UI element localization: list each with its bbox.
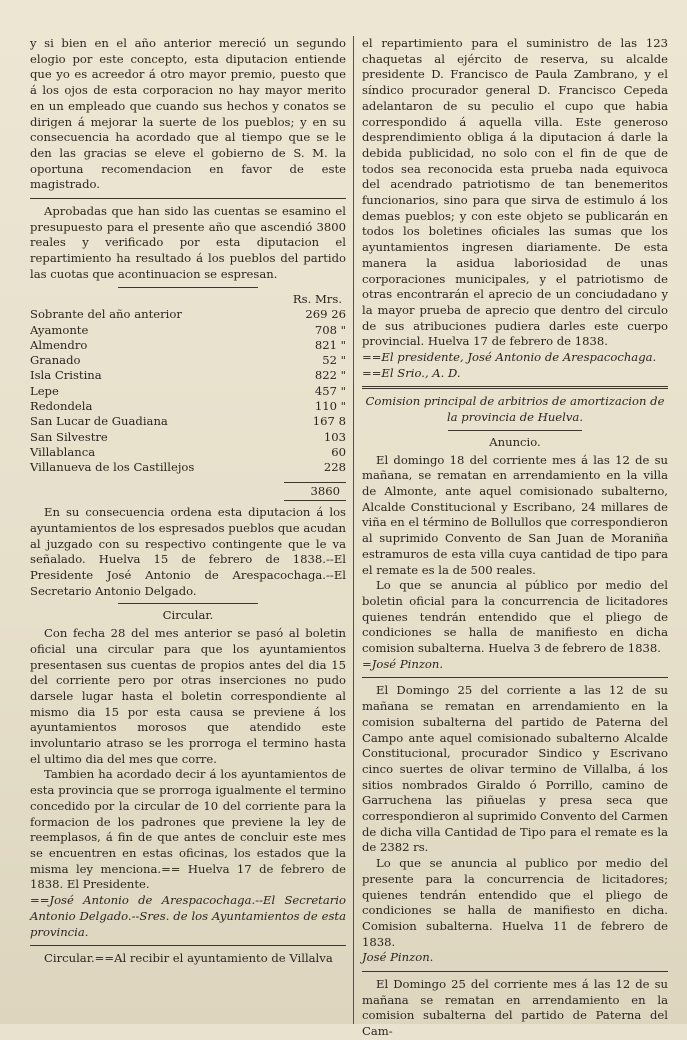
right-signature-1: ==El presidente, José Antonio de Arespacochaga.	[362, 350, 657, 365]
table-row-name: San Silvestre	[30, 429, 108, 444]
right-paragraph-1: el repartimiento para el suministro de las 123 chaquetas al ejército de reserva, su alcalde presidente D. Francisco de Paula Zambrano, y el síndico procurador general D. Francisco Cepeda adelantaron de su peculio el cupo que habia correspondido á aquella villa. Este generoso desprendimiento obliga á la diputacion á darle la debida publicidad, no solo con el fin de que de todos sea reconocida esta prueba nada equivoca del acendrado patriotismo de tan benemeritos funcionarios, sino para que sirva de estimulo á los demas pueblos; y con este objeto se publicarán en todos los boletines oficiales las sumas que los ayuntamientos ingresen diariamente. De esta manera la asidua laboriosidad de unas corporaciones municipales, y el patriotismo de otras encontrarán el aprecio de un conciudadano y la mayor prueba de aprecio que dentro del circulo de sus atribuciones pudiera darles este cuerpo provincial. Huelva 17 de febrero de 1838.	[362, 36, 668, 349]
table-row	[30, 307, 346, 322]
table-row-value: 228	[323, 460, 346, 475]
right-paragraph-5: Lo que se anuncia al publico por medio del presente para la concurrencia de licitadores; quienes tendrán entendido que el pliego de condiciones se halla de manifiesto en dicha. Comision subalterna. Huelva 11 de febrero de 1838.	[362, 856, 668, 949]
divider-short	[118, 287, 257, 288]
table-row-name: Redondela	[30, 399, 93, 414]
table-row-name: Ayamonte	[30, 322, 89, 337]
quota-table	[30, 307, 346, 475]
table-row	[30, 384, 346, 399]
table-header: Rs. Mrs.	[292, 291, 342, 306]
left-paragraph-5-signature: ==José Antonio de Arespacochaga.--El Secretario Antonio Delgado.--Sres. de los Ayuntamientos de esta provincia.	[30, 893, 346, 939]
right-signature-2: ==El Srio., A. D.	[362, 365, 461, 380]
circular-title: Circular.	[162, 608, 214, 623]
divider	[362, 971, 668, 972]
divider	[30, 945, 346, 946]
table-row-name: Sobrante del año anterior	[30, 307, 182, 322]
column-rule	[353, 36, 354, 1024]
table-row	[30, 368, 346, 383]
commission-heading: Comision principal de arbitrios de amortizacion de la provincia de Huelva.	[365, 394, 665, 425]
table-row-value: 822 "	[314, 368, 346, 383]
table-row	[30, 353, 346, 368]
table-row-value: 269 26	[305, 307, 346, 322]
right-paragraph-3-signature: =José Pinzon.	[362, 656, 444, 671]
table-total: 3860	[284, 482, 346, 502]
table-row-value: 52 "	[322, 353, 346, 368]
divider-short	[448, 430, 583, 431]
left-paragraph-4: Con fecha 28 del mes anterior se pasó al boletin oficial una circular para que los ayuntamientos presentasen sus cuentas de propios antes del dia 15 del corriente pero por otras inserciones no pudo darsele lugar hasta el boletin correspondiente al mismo dia 15 por esta causa se previene á los ayuntamientos morosos que atendido este involuntario atraso se les prorroga el termino hasta el ultimo dia del mes que corre.	[30, 626, 346, 766]
table-row-name: Isla Cristina	[30, 368, 102, 383]
table-row-value: 60	[331, 444, 346, 459]
left-paragraph-1: y si bien en el año anterior mereció un segundo elogio por este concepto, esta diputacion entiende que yo es acreedor á otro mayor premio, puesto que á los ojos de esta corporacion no hay mayor merito en un empleado que cuando sus hechos y conatos se dirigen á mejorar la suerte de los pueblos; y en su consecuencia ha acordado que al tiempo que se le den las gracias se eleve el gobierno de S. M. la oportuna recomendacion en favor de este magistrado.	[30, 36, 346, 192]
anuncio-title: Anuncio.	[489, 434, 541, 449]
divider-double	[362, 386, 668, 389]
table-row	[30, 445, 346, 460]
table-row-name: Villablanca	[30, 444, 96, 459]
right-column	[362, 36, 668, 1039]
table-row-value: 708 "	[314, 322, 346, 337]
table-row	[30, 414, 346, 429]
right-paragraph-2: El domingo 18 del corriente mes á las 12 de su mañana, se rematan en arrendamiento en la villa de Almonte, ante aquel comisionado subalterno, Alcalde Constitucional y Escribano, 24 millares de viña en el término de Bollullos que correspondieron al suprimido Convento de San Juan de Moraniña estramuros de esta villa cuya cantidad de tipo para el remate es la de 500 reales.	[362, 452, 668, 577]
table-row-value: 167 8	[312, 414, 346, 429]
left-column	[30, 36, 346, 1002]
right-paragraph-3: Lo que se anuncia al público por medio del boletin oficial para la concurrencia de licitadores quienes tendrán entendido que el pliego de condiciones se halla de manifiesto en dicha comision subalterna. Huelva 3 de febrero de 1838.	[362, 578, 668, 656]
table-row-name: Granado	[30, 353, 81, 368]
table-row-name: Villanueva de los Castillejos	[30, 460, 195, 475]
table-row-name: Lepe	[30, 383, 59, 398]
left-paragraph-5: Tambien ha acordado decir á los ayuntamientos de esta provincia que se prorroga igualmente el termino concedido por la circular de 10 del corriente para la formacion de los padrones que previene la ley de reemplasos, á fin de que antes de concluir este mes se encuentren en estas oficinas, los estados que la misma ley menciona.== Huelva 17 de febrero de 1838. El Presidente.	[30, 767, 346, 892]
left-paragraph-2: Aprobadas que han sido las cuentas se esamino el presupuesto para el presente año que ascendió 3800 reales y verificado por esta diputacion el repartimiento ha resultado á los pueblos del partido las cuotas que acontinuacion se espresan.	[30, 204, 346, 281]
left-paragraph-3: En su consecuencia ordena esta diputacion á los ayuntamientos de los espresados pueblos que acudan al juzgado con su respectivo contingente que le va señalado. Huelva 15 de febrero de 1838.--El Presidente José Antonio de Arespacochaga.--El Secretario Antonio Delgado.	[30, 505, 346, 598]
table-row	[30, 430, 346, 445]
right-paragraph-5-signature: José Pinzon.	[362, 950, 434, 965]
table-row	[30, 460, 346, 475]
table-row	[30, 399, 346, 414]
table-total-row	[30, 482, 346, 502]
table-row-name: San Lucar de Guadiana	[30, 414, 168, 429]
divider	[362, 677, 668, 678]
table-row-value: 103	[323, 429, 346, 444]
table-row	[30, 323, 346, 338]
divider-short	[118, 603, 257, 604]
table-row-value: 110 "	[314, 399, 346, 414]
right-paragraph-6: El Domingo 25 del corriente mes á las 12 de su mañana se rematan en arrendamiento en la comision subalterna del partido de Paterna del Cam-	[362, 977, 668, 1039]
divider	[30, 198, 346, 199]
right-paragraph-4: El Domingo 25 del corriente a las 12 de su mañana se rematan en arrendamiento en la comision subalterna del partido de Paterna del Campo ante aquel comisionado subalterno Alcalde Constitucional, procurador Sindico y Escrivano cinco suertes de olivar termino de Villalba, á los sitios nombrados Giraldo ó Porrillo, camino de Garruchena las piñuelas y presa seca que correspondieron al suprimido Convento del Carmen de dicha villa Cantidad de Tipo para el remate es la de 2382 rs.	[362, 683, 668, 855]
table-row-name: Almendro	[30, 337, 88, 352]
left-paragraph-6: Circular.==Al recibir el ayuntamiento de Villalva	[44, 951, 333, 966]
table-row-value: 821 "	[314, 337, 346, 352]
table-row-value: 457 "	[314, 383, 346, 398]
table-row	[30, 338, 346, 353]
